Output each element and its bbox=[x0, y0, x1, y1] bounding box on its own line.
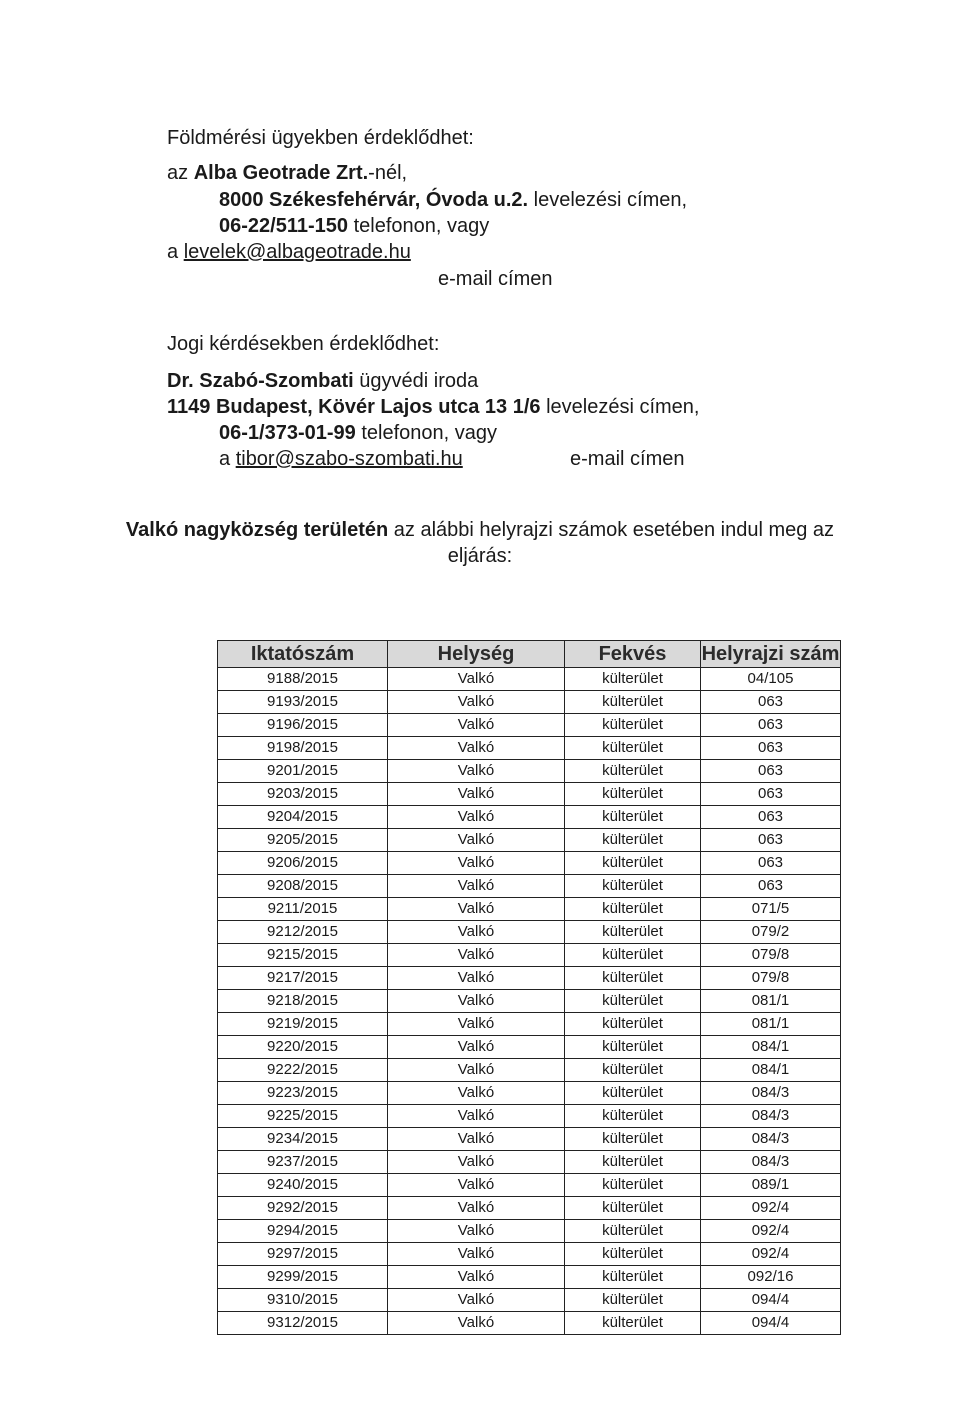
cell-helyrajzi-szam: 081/1 bbox=[701, 1013, 841, 1036]
legal-email-prefix: a bbox=[219, 448, 236, 470]
survey-at: az bbox=[167, 162, 189, 184]
cell-helyrajzi-szam: 04/105 bbox=[701, 668, 841, 691]
procedure-intro-area: Valkó nagyközség területén bbox=[125, 519, 389, 541]
cell-iktatoszam: 9234/2015 bbox=[218, 1128, 388, 1151]
cell-helyseg: Valkó bbox=[388, 1266, 565, 1289]
cell-fekves: külterület bbox=[565, 1197, 701, 1220]
cell-helyrajzi-szam: 063 bbox=[701, 760, 841, 783]
cell-helyrajzi-szam: 079/8 bbox=[701, 944, 841, 967]
cell-fekves: külterület bbox=[565, 668, 701, 691]
cell-helyseg: Valkó bbox=[388, 852, 565, 875]
survey-company-name: Alba Geotrade Zrt. bbox=[193, 162, 369, 184]
table-row bbox=[218, 1036, 841, 1059]
cell-fekves: külterület bbox=[565, 760, 701, 783]
table-row bbox=[218, 944, 841, 967]
cell-fekves: külterület bbox=[565, 1013, 701, 1036]
survey-email-link[interactable]: levelek@albageotrade.hu bbox=[183, 241, 411, 263]
legal-address: 1149 Budapest, Kövér Lajos utca 13 1/6 bbox=[167, 396, 541, 418]
cell-iktatoszam: 9240/2015 bbox=[218, 1174, 388, 1197]
cell-iktatoszam: 9312/2015 bbox=[218, 1312, 388, 1335]
cell-helyrajzi-szam: 079/2 bbox=[701, 921, 841, 944]
cell-helyseg: Valkó bbox=[388, 921, 565, 944]
cell-fekves: külterület bbox=[565, 1174, 701, 1197]
cell-fekves: külterület bbox=[565, 1289, 701, 1312]
cell-fekves: külterület bbox=[565, 1266, 701, 1289]
table-row bbox=[218, 714, 841, 737]
cell-fekves: külterület bbox=[565, 875, 701, 898]
cell-fekves: külterület bbox=[565, 783, 701, 806]
legal-address-suffix: levelezési címen, bbox=[540, 396, 700, 418]
cell-iktatoszam: 9203/2015 bbox=[218, 783, 388, 806]
table-row bbox=[218, 760, 841, 783]
cell-fekves: külterület bbox=[565, 691, 701, 714]
table-row bbox=[218, 829, 841, 852]
table-row bbox=[218, 990, 841, 1013]
cell-helyseg: Valkó bbox=[388, 967, 565, 990]
cell-helyrajzi-szam: 063 bbox=[701, 852, 841, 875]
cell-iktatoszam: 9196/2015 bbox=[218, 714, 388, 737]
cell-helyrajzi-szam: 094/4 bbox=[701, 1312, 841, 1335]
cell-fekves: külterület bbox=[565, 852, 701, 875]
cell-iktatoszam: 9188/2015 bbox=[218, 668, 388, 691]
cell-iktatoszam: 9206/2015 bbox=[218, 852, 388, 875]
cell-helyrajzi-szam: 084/3 bbox=[701, 1105, 841, 1128]
legal-phone-suffix: telefonon, vagy bbox=[355, 422, 497, 444]
survey-company-suffix: -nél, bbox=[368, 162, 408, 184]
cell-helyrajzi-szam: 089/1 bbox=[701, 1174, 841, 1197]
cell-iktatoszam: 9292/2015 bbox=[218, 1197, 388, 1220]
cell-iktatoszam: 9294/2015 bbox=[218, 1220, 388, 1243]
cell-iktatoszam: 9193/2015 bbox=[218, 691, 388, 714]
cell-helyseg: Valkó bbox=[388, 783, 565, 806]
cell-helyseg: Valkó bbox=[388, 1197, 565, 1220]
procedure-intro bbox=[0, 518, 960, 542]
cell-helyseg: Valkó bbox=[388, 668, 565, 691]
cell-iktatoszam: 9299/2015 bbox=[218, 1266, 388, 1289]
cell-helyrajzi-szam: 079/8 bbox=[701, 967, 841, 990]
procedure-intro-line2: eljárás: bbox=[447, 545, 513, 567]
cell-helyrajzi-szam: 063 bbox=[701, 829, 841, 852]
cell-fekves: külterület bbox=[565, 1151, 701, 1174]
survey-address-suffix: levelezési címen, bbox=[528, 189, 688, 211]
legal-address-line bbox=[167, 395, 699, 419]
cell-helyseg: Valkó bbox=[388, 1059, 565, 1082]
cell-helyseg: Valkó bbox=[388, 760, 565, 783]
cell-fekves: külterület bbox=[565, 1312, 701, 1335]
survey-email-line bbox=[167, 240, 411, 264]
cell-helyrajzi-szam: 084/3 bbox=[701, 1151, 841, 1174]
cell-helyrajzi-szam: 084/3 bbox=[701, 1082, 841, 1105]
cell-helyseg: Valkó bbox=[388, 1151, 565, 1174]
survey-phone: 06-22/511-150 bbox=[219, 215, 349, 237]
table-row bbox=[218, 783, 841, 806]
cell-iktatoszam: 9218/2015 bbox=[218, 990, 388, 1013]
header-iktatoszam: Iktatószám bbox=[218, 641, 388, 668]
legal-email-line bbox=[219, 447, 463, 471]
cell-helyrajzi-szam: 084/3 bbox=[701, 1128, 841, 1151]
table-row bbox=[218, 967, 841, 990]
table-row bbox=[218, 898, 841, 921]
cell-iktatoszam: 9219/2015 bbox=[218, 1013, 388, 1036]
table-row bbox=[218, 691, 841, 714]
cell-iktatoszam: 9205/2015 bbox=[218, 829, 388, 852]
cell-helyseg: Valkó bbox=[388, 1036, 565, 1059]
cell-helyrajzi-szam: 071/5 bbox=[701, 898, 841, 921]
cell-helyseg: Valkó bbox=[388, 1289, 565, 1312]
table-row bbox=[218, 668, 841, 691]
cell-helyrajzi-szam: 063 bbox=[701, 714, 841, 737]
cell-helyseg: Valkó bbox=[388, 737, 565, 760]
cell-helyseg: Valkó bbox=[388, 714, 565, 737]
cell-helyrajzi-szam: 092/4 bbox=[701, 1197, 841, 1220]
table-row bbox=[218, 1082, 841, 1105]
survey-email-prefix: a bbox=[167, 241, 184, 263]
table-row bbox=[218, 852, 841, 875]
cell-helyrajzi-szam: 084/1 bbox=[701, 1036, 841, 1059]
cell-iktatoszam: 9212/2015 bbox=[218, 921, 388, 944]
table-row bbox=[218, 1013, 841, 1036]
legal-email-link[interactable]: tibor@szabo-szombati.hu bbox=[235, 448, 463, 470]
cell-helyrajzi-szam: 092/4 bbox=[701, 1220, 841, 1243]
cell-fekves: külterület bbox=[565, 829, 701, 852]
table-row bbox=[218, 1220, 841, 1243]
legal-email-suffix: e-mail címen bbox=[570, 448, 685, 470]
cell-helyrajzi-szam: 081/1 bbox=[701, 990, 841, 1013]
cell-iktatoszam: 9198/2015 bbox=[218, 737, 388, 760]
cell-helyrajzi-szam: 063 bbox=[701, 691, 841, 714]
table-row bbox=[218, 1105, 841, 1128]
cell-iktatoszam: 9211/2015 bbox=[218, 898, 388, 921]
cell-helyseg: Valkó bbox=[388, 1243, 565, 1266]
legal-name: Dr. Szabó-Szombati bbox=[167, 370, 354, 392]
procedure-intro-text: az alábbi helyrajzi számok esetében indul meg az bbox=[388, 519, 835, 541]
cell-iktatoszam: 9310/2015 bbox=[218, 1289, 388, 1312]
header-fekves: Fekvés bbox=[565, 641, 701, 668]
cell-helyseg: Valkó bbox=[388, 1312, 565, 1335]
cell-fekves: külterület bbox=[565, 1220, 701, 1243]
header-helyseg: Helység bbox=[388, 641, 565, 668]
cell-fekves: külterület bbox=[565, 967, 701, 990]
legal-contact-heading: Jogi kérdésekben érdeklődhet: bbox=[167, 333, 440, 355]
table-row bbox=[218, 737, 841, 760]
cell-helyrajzi-szam: 063 bbox=[701, 875, 841, 898]
survey-address: 8000 Székesfehérvár, Óvoda u.2. bbox=[219, 189, 529, 211]
table-row bbox=[218, 1059, 841, 1082]
cell-helyseg: Valkó bbox=[388, 1105, 565, 1128]
survey-company-line bbox=[167, 161, 407, 185]
cell-helyrajzi-szam: 092/4 bbox=[701, 1243, 841, 1266]
cell-helyrajzi-szam: 092/16 bbox=[701, 1266, 841, 1289]
cell-iktatoszam: 9217/2015 bbox=[218, 967, 388, 990]
cell-iktatoszam: 9204/2015 bbox=[218, 806, 388, 829]
table-row bbox=[218, 1197, 841, 1220]
table-row bbox=[218, 1266, 841, 1289]
cell-helyrajzi-szam: 063 bbox=[701, 783, 841, 806]
table-row bbox=[218, 1174, 841, 1197]
table-body bbox=[218, 668, 841, 1335]
cell-helyseg: Valkó bbox=[388, 875, 565, 898]
legal-name-line bbox=[167, 369, 478, 393]
survey-phone-suffix: telefonon, vagy bbox=[348, 215, 490, 237]
cell-iktatoszam: 9222/2015 bbox=[218, 1059, 388, 1082]
cell-iktatoszam: 9215/2015 bbox=[218, 944, 388, 967]
survey-address-line bbox=[219, 188, 687, 212]
cell-fekves: külterület bbox=[565, 1059, 701, 1082]
cell-iktatoszam: 9223/2015 bbox=[218, 1082, 388, 1105]
cell-helyseg: Valkó bbox=[388, 1082, 565, 1105]
cell-helyseg: Valkó bbox=[388, 898, 565, 921]
legal-name-suffix: ügyvédi iroda bbox=[353, 370, 479, 392]
cell-iktatoszam: 9220/2015 bbox=[218, 1036, 388, 1059]
cell-helyrajzi-szam: 084/1 bbox=[701, 1059, 841, 1082]
cell-helyseg: Valkó bbox=[388, 806, 565, 829]
cell-helyseg: Valkó bbox=[388, 944, 565, 967]
cell-helyseg: Valkó bbox=[388, 1013, 565, 1036]
cell-fekves: külterület bbox=[565, 1036, 701, 1059]
cell-fekves: külterület bbox=[565, 1082, 701, 1105]
cell-iktatoszam: 9201/2015 bbox=[218, 760, 388, 783]
cell-fekves: külterület bbox=[565, 737, 701, 760]
cell-iktatoszam: 9237/2015 bbox=[218, 1151, 388, 1174]
table-row bbox=[218, 875, 841, 898]
cell-helyseg: Valkó bbox=[388, 1174, 565, 1197]
header-helyrajzi-szam: Helyrajzi szám bbox=[701, 641, 841, 668]
cell-helyseg: Valkó bbox=[388, 1128, 565, 1151]
cell-helyseg: Valkó bbox=[388, 691, 565, 714]
cell-fekves: külterület bbox=[565, 1128, 701, 1151]
table-row bbox=[218, 1151, 841, 1174]
cell-helyseg: Valkó bbox=[388, 829, 565, 852]
cell-helyrajzi-szam: 063 bbox=[701, 806, 841, 829]
cell-fekves: külterület bbox=[565, 806, 701, 829]
cell-helyseg: Valkó bbox=[388, 990, 565, 1013]
cell-fekves: külterület bbox=[565, 921, 701, 944]
cell-fekves: külterület bbox=[565, 944, 701, 967]
cell-iktatoszam: 9297/2015 bbox=[218, 1243, 388, 1266]
cell-helyrajzi-szam: 063 bbox=[701, 737, 841, 760]
survey-phone-line bbox=[219, 214, 489, 238]
table-row bbox=[218, 1312, 841, 1335]
cell-fekves: külterület bbox=[565, 1105, 701, 1128]
legal-phone-line bbox=[219, 421, 497, 445]
cell-fekves: külterület bbox=[565, 898, 701, 921]
cell-helyseg: Valkó bbox=[388, 1220, 565, 1243]
cell-iktatoszam: 9225/2015 bbox=[218, 1105, 388, 1128]
survey-email-suffix: e-mail címen bbox=[438, 268, 553, 290]
table-row bbox=[218, 921, 841, 944]
table-row bbox=[218, 1128, 841, 1151]
cell-fekves: külterület bbox=[565, 714, 701, 737]
cell-fekves: külterület bbox=[565, 990, 701, 1013]
legal-phone: 06-1/373-01-99 bbox=[219, 422, 356, 444]
table-row bbox=[218, 1243, 841, 1266]
survey-contact-heading: Földmérési ügyekben érdeklődhet: bbox=[167, 127, 474, 149]
table-header-row bbox=[218, 641, 841, 668]
table-row bbox=[218, 806, 841, 829]
table-row bbox=[218, 1289, 841, 1312]
parcel-table bbox=[217, 640, 841, 1335]
cell-helyrajzi-szam: 094/4 bbox=[701, 1289, 841, 1312]
cell-iktatoszam: 9208/2015 bbox=[218, 875, 388, 898]
cell-fekves: külterület bbox=[565, 1243, 701, 1266]
